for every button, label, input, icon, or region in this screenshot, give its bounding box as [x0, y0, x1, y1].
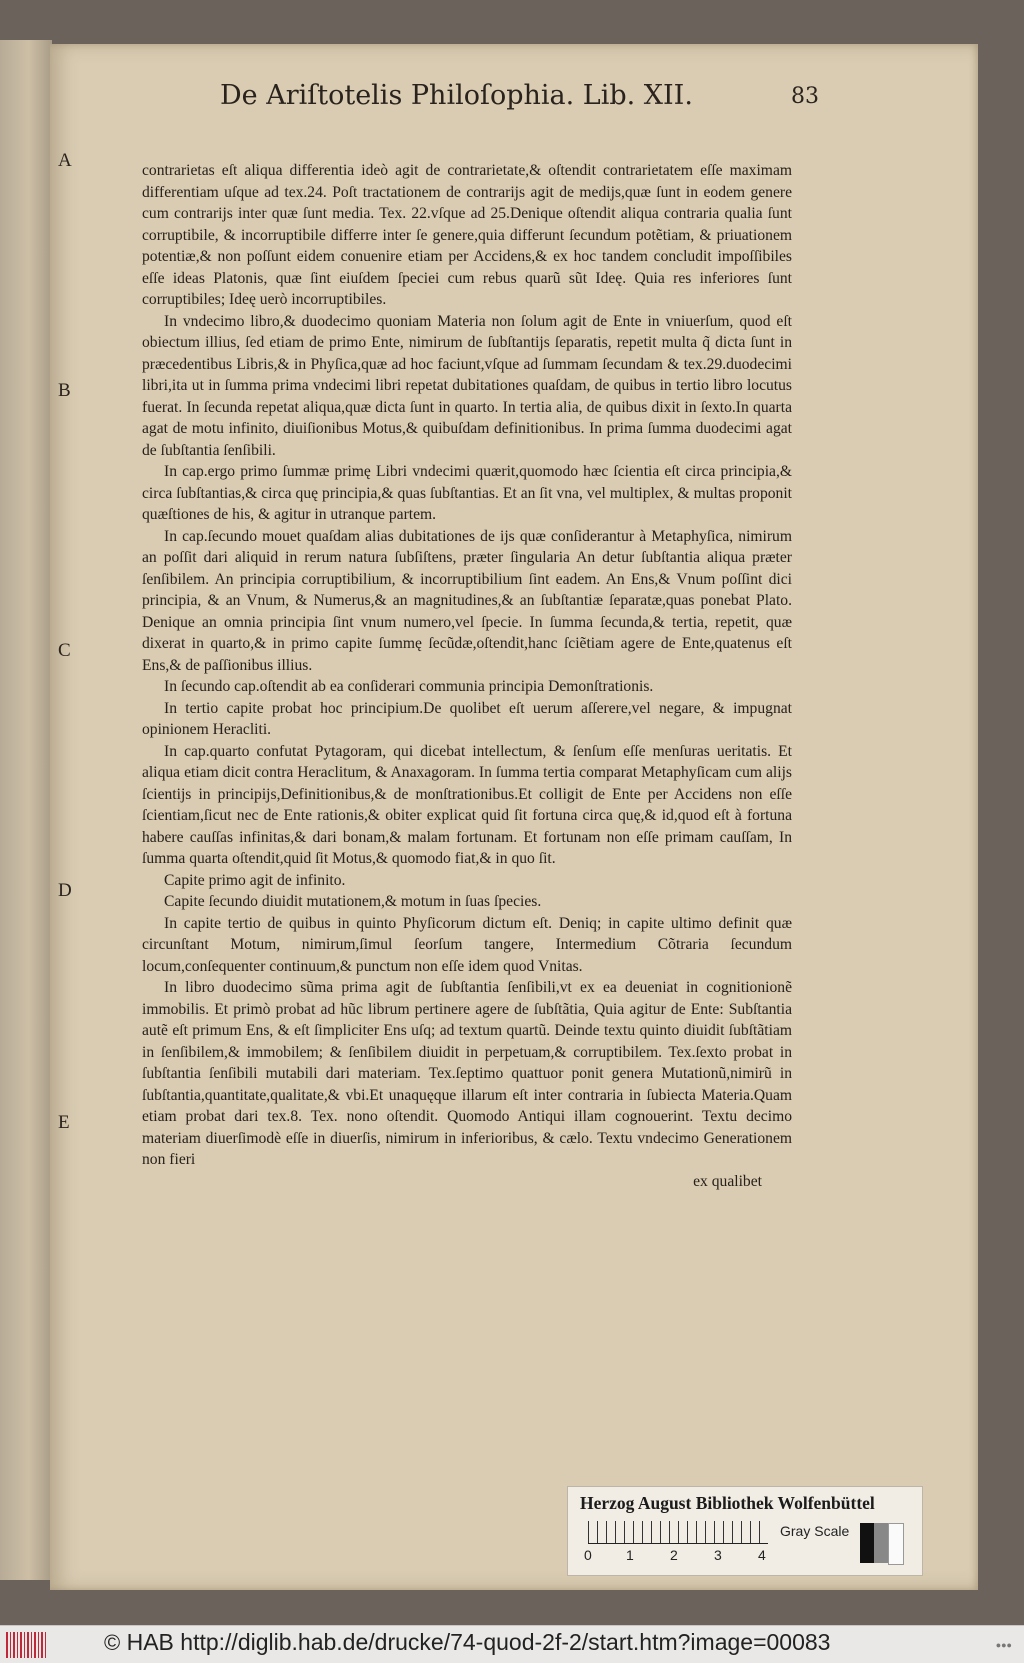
margin-marker-b: B — [58, 380, 71, 401]
paragraph: In ſecundo cap.oſtendit ab ea conſiderari communia principia Demonſtrationis. — [164, 678, 654, 695]
running-head: De Ariſtotelis Philoſophia. Lib. XII. — [220, 80, 693, 111]
paragraph: In cap.ergo primo ſummæ primę Libri vndecimi quærit,quomodo hæc ſcientia eſt circa principia,& circa ſubſtantias,& circa quę principia,& quas ſubſtantias. Et an ſit vna, vel multiplex, & multas proponit quæſtiones de his, & agitur in utranque partem. — [142, 463, 792, 523]
margin-marker-e: E — [58, 1112, 70, 1133]
paragraph: Capite ſecundo diuidit mutationem,& motum in ſuas ſpecies. — [164, 893, 542, 910]
ruler-number: 4 — [758, 1547, 766, 1563]
hab-logo-icon — [6, 1632, 46, 1658]
footer-bar — [0, 1625, 1024, 1663]
margin-marker-c: C — [58, 640, 71, 661]
page-text-block — [142, 160, 792, 1192]
paragraph: In capite tertio de quibus in quinto Phyſicorum dictum eſt. Deniq; in capite ultimo definit quæ circunſtant Motum, nimirum,ſimul ſeorſum tangere, Intermedium Cõtraria ſecundum locum,conſequenter continuum,& punctum non eſſe idem quod Vnitas. — [142, 914, 792, 975]
ruler-number: 2 — [670, 1547, 678, 1563]
gray-scale-label: Gray Scale — [780, 1523, 850, 1539]
margin-marker-a: A — [58, 150, 72, 171]
paragraph: Capite primo agit de infinito. — [164, 871, 346, 889]
paragraph: In cap.ſecundo mouet quaſdam alias dubitationes de ijs quæ conſiderantur à Metaphyſica, nimirum an poſſit dari aliquid in rerum natura ſubſiſtens, præter ſingularia An detur ſubſtantia aliqua præter ſenſibilem. An principia corruptibilium, & incorruptibilium ſint eadem. An Ens,& Vnum poſſint dici principia, & an Vnum, & Numerus,& an magnitudines,& an ſubſtantiæ ſeparatæ,quas ponebat Plato. Denique an omnia principia ſint vnum numero,vel ſpecie. In ſumma ſecunda,& tertia, repetit, quæ dixerat in quarto,& in primo capite ſummę ſecũdæ,oſtendit,hanc ſciẽtiam agere de Ente,quatenus eſt Ens,& de paſſionibus illius. — [142, 527, 792, 674]
ruler-number: 3 — [714, 1547, 722, 1563]
library-label — [567, 1486, 923, 1576]
left-page-edge — [0, 40, 52, 1580]
paragraph: In vndecimo libro,& duodecimo quoniam Materia non ſolum agit de Ente in vniuerſum, quod eſt obiectum illius, ſed etiam de primo Ente, nimirum de ſubſtantijs ſeparatis, repetit multa q̃ dicta ſunt in præcedentibus Libris,& in Phyſica,quæ ad hoc faciunt,vſque ad ſummam ſecundam & tex.29.duodecimi libri,ita ut in ſumma prima vndecimi libri repetat dubitationes quaſdam, de quibus in tertio libro locutus fuerat. In ſecunda repetat aliqua,quæ dicta ſunt in quarto. In tertia alia, de quibus dixit in ſexto.In quarta agat de motu infinito, diuiſionibus Motus,& quibuſdam definitionibus. In prima ſumma duodecimi agat de ſubſtantia ſenſibili. — [142, 312, 792, 459]
copyright-icon: © — [104, 1630, 121, 1655]
paragraph: In libro duodecimo sũma prima agit de ſubſtantia ſenſibili,vt ex ea deueniat in cognitionionẽ immobilis. Et primò probat ad hũc librum pertinere agere de ſubſtãtia, Quia agitur de Ente: Subſtantia autẽ eſt primum Ens, & eſt ſimpliciter Ens uſq; ad textum quartũ. Deinde textu quinto diuidit ſubſtãtiam in ſenſibilem,& immobilem; & ſenſibilem diuidit in perpetuam,& corruptibilem. Tex.ſexto probat in ſubſtantia ſenſibili mutabili dari materiam. Tex.ſeptimo quattuor ponit genera Mutationũ,nimirũ in ſubſtantia,quantitate,qualitate,& vbi.Et unaquęque illarum eſt inter contraria in ſubiecta Materia.Quam etiam probat dari tex.8. Tex. nono oſtendit. Quomodo Antiqui illam cognouerint. Textu decimo materiam diuerſimodè eſſe in diuerſis, nimirum in inferioribus, & cælo. Textu vndecimo Generationem non fieri — [142, 979, 792, 1168]
paragraph: In cap.quarto confutat Pytagoram, qui dicebat intellectum, & ſenſum eſſe menſuras ueritatis. Et aliqua etiam dicit contra Heraclitum, & Anaxagoram. In ſumma tertia comparat Metaphyſicam cum alijs ſcientijs in principijs,Definitionibus,& de monſtrationibus.Et colligit de Ente per Accidens non eſſe ſcientiam,ſicut nec de Ente rationis,& obiter explicat quid ſit fortuna circa quę,& id,quod eſt à fortuna habere cauſſas infinitas,& dari bonam,& malam fortunam. Et fortunam non eſſe primam cauſſam, In ſumma quarta oſtendit,quid ſit Motus,& quomodo fiat,& in quo ſit. — [142, 742, 792, 867]
paragraph: contrarietas eſt aliqua differentia ideò agit de contrarietate,& oſtendit contrarietatem eſſe maximam differentiam uſque ad tex.24. Poſt tractationem de contrarijs agit de medijs,quæ ſunt in eodem genere cum contrarijs inter quæ ſunt media. Tex. 22.vſque ad 25.Denique oſtendit aliqua contraria qualia ſunt corruptibile, & incorruptibile differre inter ſe genere,quia differunt ſecundum potẽtiam, & priuationem potentiæ,& non poſſunt eidem conuenire etiam per Accidens,& ex hoc tandem concludit impoſſibiles eſſe ideas Platonis, quæ ſint eiuſdem ſpeciei cum rebus quarũ sũt Ideę. Quia res inferiores ſunt corruptibiles; Ideę uerò incorruptibiles. — [142, 162, 792, 308]
ruler-number: 0 — [584, 1547, 592, 1563]
footer-mark: ●●● — [995, 1640, 1012, 1650]
scale-ruler — [588, 1521, 768, 1544]
gray-swatch-white — [888, 1523, 904, 1565]
catchword: ex qualibet — [693, 1172, 762, 1190]
margin-marker-d: D — [58, 880, 72, 901]
library-name: Herzog August Bibliothek Wolfenbüttel — [580, 1493, 875, 1513]
ruler-number: 1 — [626, 1547, 634, 1563]
gray-swatch-black — [860, 1523, 874, 1563]
gray-swatch-mid — [874, 1523, 888, 1563]
copyright-line — [104, 1629, 830, 1656]
paragraph: In tertio capite probat hoc principium.De quolibet eſt uerum aſſerere,vel negare, & impugnat opinionem Heracliti. — [142, 699, 792, 738]
folio-number: 83 — [791, 84, 819, 109]
copyright-url[interactable]: HAB http://diglib.hab.de/drucke/74-quod-2f-2/start.htm?image=00083 — [126, 1629, 831, 1655]
